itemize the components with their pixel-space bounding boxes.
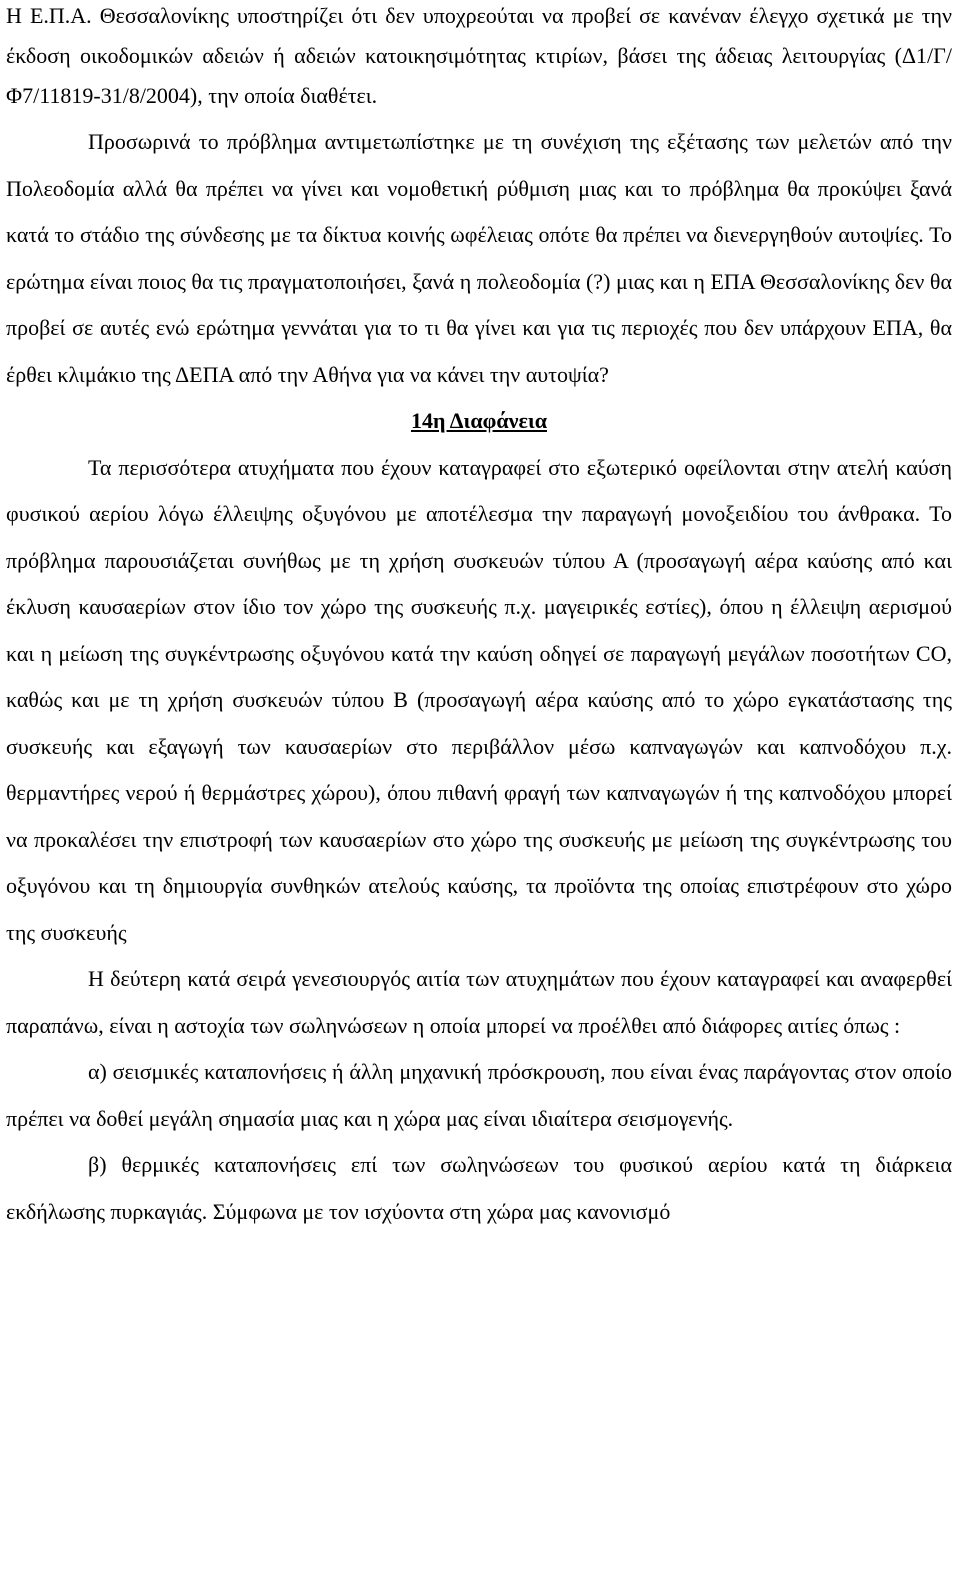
document-page (6, 0, 952, 1235)
paragraph-seismic-stress: α) σεισμικές καταπονήσεις ή άλλη μηχανική πρόσκρουση, που είναι ένας παράγοντας στον οποίο πρέπει να δοθεί μεγάλη σημασία μιας και η χώρα μας είναι ιδιαίτερα σεισμογενής. (6, 1059, 952, 1131)
paragraph-accidents-causes: Τα περισσότερα ατυχήματα που έχουν καταγραφεί στο εξωτερικό οφείλονται στην ατελή καύση φυσικού αερίου λόγω έλλειψης οξυγόνου με αποτέλεσμα την παραγωγή μονοξειδίου του άνθρακα. Το πρόβλημα παρουσιάζεται συνήθως με τη χρήση συσκευών τύπου Α (προσαγωγή αέρα καύσης από και έκλυση καυσαερίων στον ίδιο τον χώρο της συσκευής π.χ. μαγειρικές εστίες), όπου η έλλειψη αερισμού και η μείωση της συγκέντρωσης οξυγόνου κατά την καύση οδηγεί σε παραγωγή μεγάλων ποσοτήτων CO, καθώς και με τη χρήση συσκευών τύπου Β (προσαγωγή αέρα καύσης από το χώρο εγκατάστασης της συσκευής και εξαγωγή των καυσαερίων στο περιβάλλον μέσω καπναγωγών και καπνοδόχου π.χ. θερμαντήρες νερού ή θερμάστρες χώρου), όπου πιθανή φραγή των καπναγωγών ή της καπνοδόχου μπορεί να προκαλέσει την επιστροφή των καυσαερίων στο χώρο της συσκευής με μείωση της συγκέντρωσης του οξυγόνου και τη δημιουργία συνθηκών ατελούς καύσης, τα προϊόντα της οποίας επιστρέφουν στο χώρο της συσκευής (6, 454, 952, 945)
paragraph-pipe-failure: Η δεύτερη κατά σειρά γενεσιουργός αιτία των ατυχημάτων που έχουν καταγραφεί και αναφερθεί παραπάνω, είναι η αστοχία των σωληνώσεων η οποία μπορεί να προέλθει από διάφορες αιτίες όπως : (6, 966, 952, 1038)
paragraph-epa-license: Η Ε.Π.Α. Θεσσαλονίκης υποστηρίζει ότι δεν υποχρεούται να προβεί σε κανέναν έλεγχο σχετικά με την έκδοση οικοδομικών αδειών ή αδειών κατοικησιμότητας κτιρίων, βάσει της άδειας λειτουργίας (Δ1/Γ/Φ7/11819-31/8/2004), την οποία διαθέτει. (6, 3, 952, 108)
paragraph-temporary-solution: Προσωρινά το πρόβλημα αντιμετωπίστηκε με τη συνέχιση της εξέτασης των μελετών από την Πολεοδομία αλλά θα πρέπει να γίνει και νομοθετική ρύθμιση μιας και το πρόβλημα θα προκύψει ξανά κατά το στάδιο της σύνδεσης με τα δίκτυα κοινής ωφέλειας οπότε θα πρέπει να διενεργηθούν αυτοψίες. Το ερώτημα είναι ποιος θα τις πραγματοποιήσει, ξανά η πολεοδομία (?) μιας και η ΕΠΑ Θεσσαλονίκης δεν θα προβεί σε αυτές ενώ ερώτημα γεννάται για το τι θα γίνει και για τις περιοχές που δεν υπάρχουν ΕΠΑ, θα έρθει κλιμάκιο της ΔΕΠΑ από την Αθήνα για να κάνει την αυτοψία? (6, 129, 952, 387)
paragraph-thermal-stress: β) θερμικές καταπονήσεις επί των σωληνώσεων του φυσικού αερίου κατά τη διάρκεια εκδήλωσης πυρκαγιάς. Σύμφωνα με τον ισχύοντα στη χώρα μας κανονισμό (6, 1152, 952, 1224)
slide-heading: 14η Διαφάνεια (410, 408, 547, 433)
